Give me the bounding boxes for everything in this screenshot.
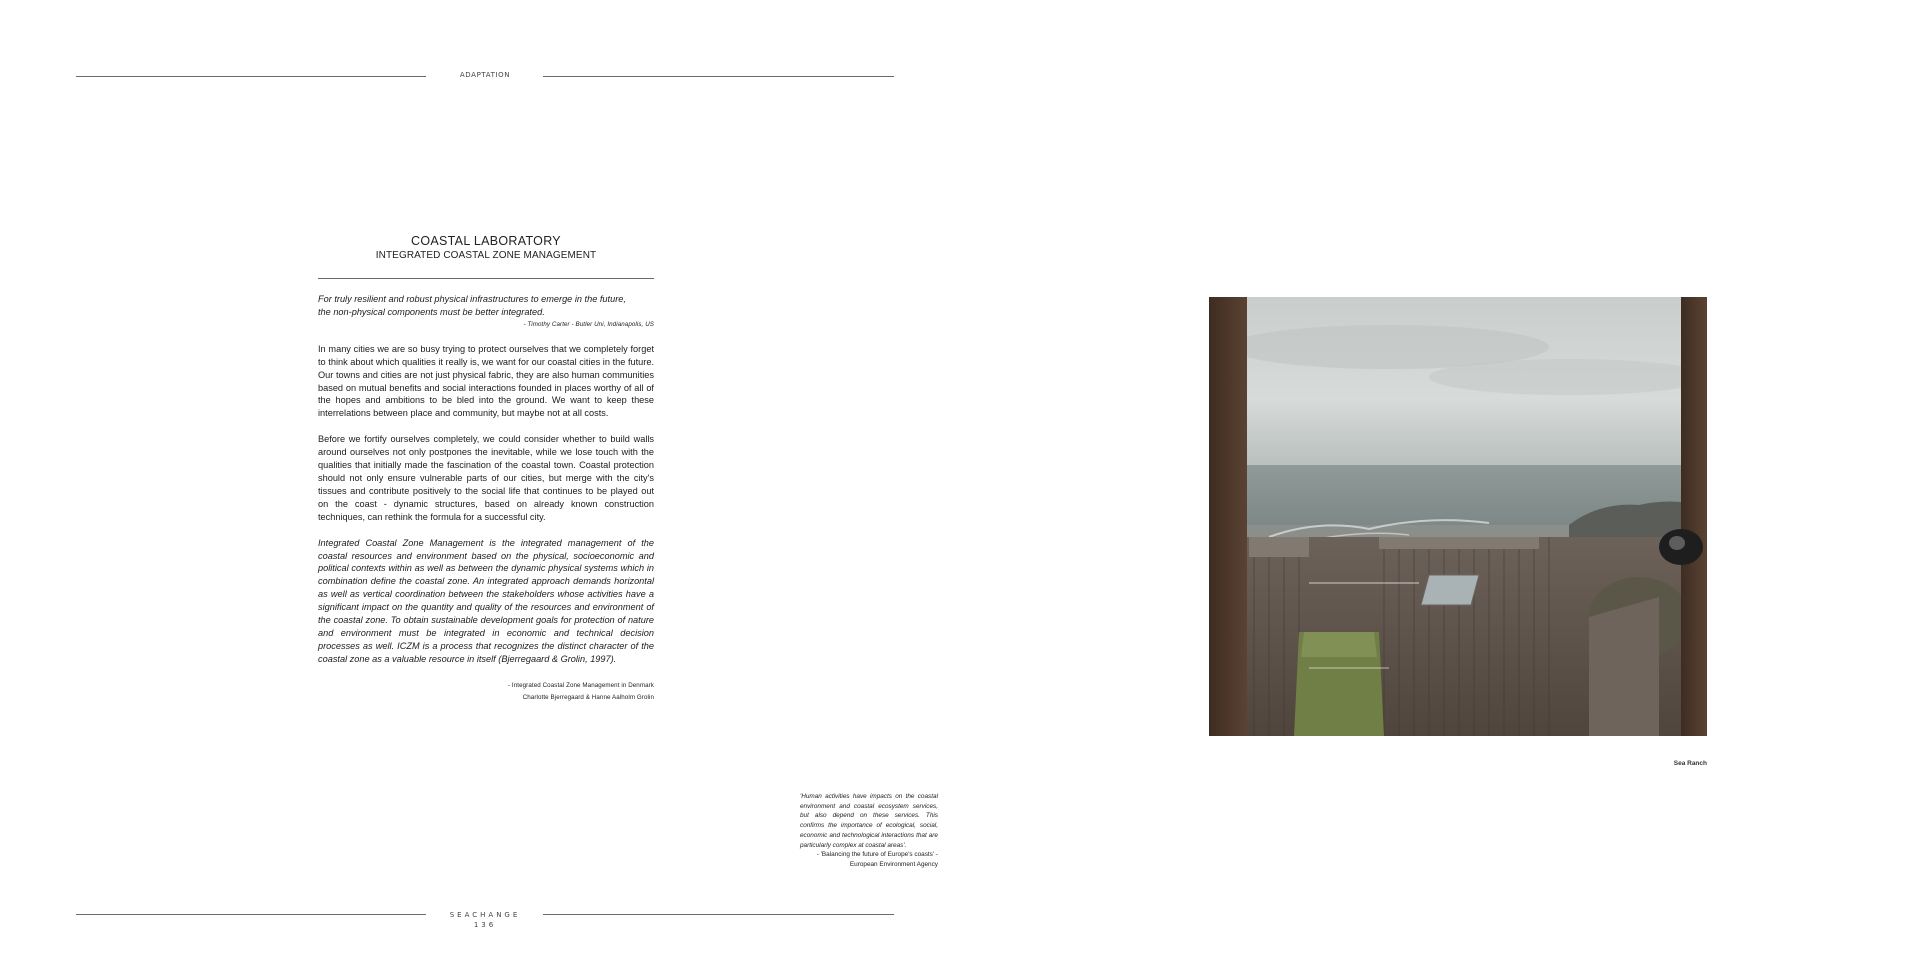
page-number: 136 [473,921,497,929]
definition-paragraph: Integrated Coastal Zone Management is the integrated management of the coastal resources and environment based on the physical, socioeconomic and political contexts within as well as between the dynamic physical systems which in combination define the coastal zone. An integrated approach demands horizontal as well as vertical coordination between the stakeholders whose activities have a significant impact on the quantity and quality of the resources and environment of the coastal zone. To obtain sustainable development goals for protection of nature and environment must be integrated in economic and technical decision processes as well. ICZM is a process that recognizes the distinct character of the coastal zone as a valuable resource in itself (Bjerregaard & Grolin, 1997). [318,537,654,664]
footer-rule-right [543,914,894,915]
article-column [318,293,654,705]
publication-name: SEACHANGE [449,911,521,919]
side-quote-text: 'Human activities have impacts on the coastal environment and coastal ecosystem services, but also depend on these services. This confirms the importance of ecological, social, economic and technological interactions that are particularly complex at coastal areas'. [800,793,938,849]
article-title: COASTAL LABORATORY [411,234,561,248]
footer-rule-left [76,914,426,915]
coastal-photo [1209,297,1707,736]
section-label: ADAPTATION [459,71,511,79]
coastal-photo-illustration [1209,297,1707,736]
photo-credit: Sea Ranch [1673,760,1707,767]
title-divider [318,278,654,279]
folio [440,910,530,930]
body-paragraph-1: In many cities we are so busy trying to protect ourselves that we completely forget to think about which qualities it really is, we want for our coastal cities in the future. Our towns and cities are not just physical fabric, they are also human communities based on mutual benefits and social interactions founded in places worthy of all of the hopes and ambitions to be bled into the ground. We want to keep these interrelations between place and community, but maybe not at all costs. [318,343,654,419]
header-rule-left [76,76,426,77]
source-line-1: - Integrated Coastal Zone Management in Denmark [507,681,654,689]
header-rule-right [543,76,894,77]
title-block [318,234,654,262]
epigraph-attribution: - Timothy Carter - Butler Uni, Indianapolis, US [523,320,654,328]
source-line-2: Charlotte Bjerregaard & Hanne Aalholm Grolin [522,694,654,702]
side-quote-source-1: - 'Balancing the future of Europe's coasts' - [816,851,938,859]
epigraph-line-2: the non-physical components must be better integrated. [318,306,545,317]
article-subtitle: INTEGRATED COASTAL ZONE MANAGEMENT [375,250,597,261]
side-quote-source-2: European Environment Agency [849,860,938,868]
body-paragraph-2: Before we fortify ourselves completely, we could consider whether to build walls around ourselves not only postpones the inevitable, while we lose touch with the qualities that initially made the fascination of the coastal town. Coastal protection should not only ensure vulnerable parts of our cities, but merge with the city's tissues and contribute positively to the social life that continues to be played out on the coast - dynamic structures, based on already known construction techniques, can rethink the formula for a successful city. [318,434,654,522]
side-quote [800,792,938,870]
epigraph-line-1: For truly resilient and robust physical infrastructures to emerge in the future, [318,294,626,304]
